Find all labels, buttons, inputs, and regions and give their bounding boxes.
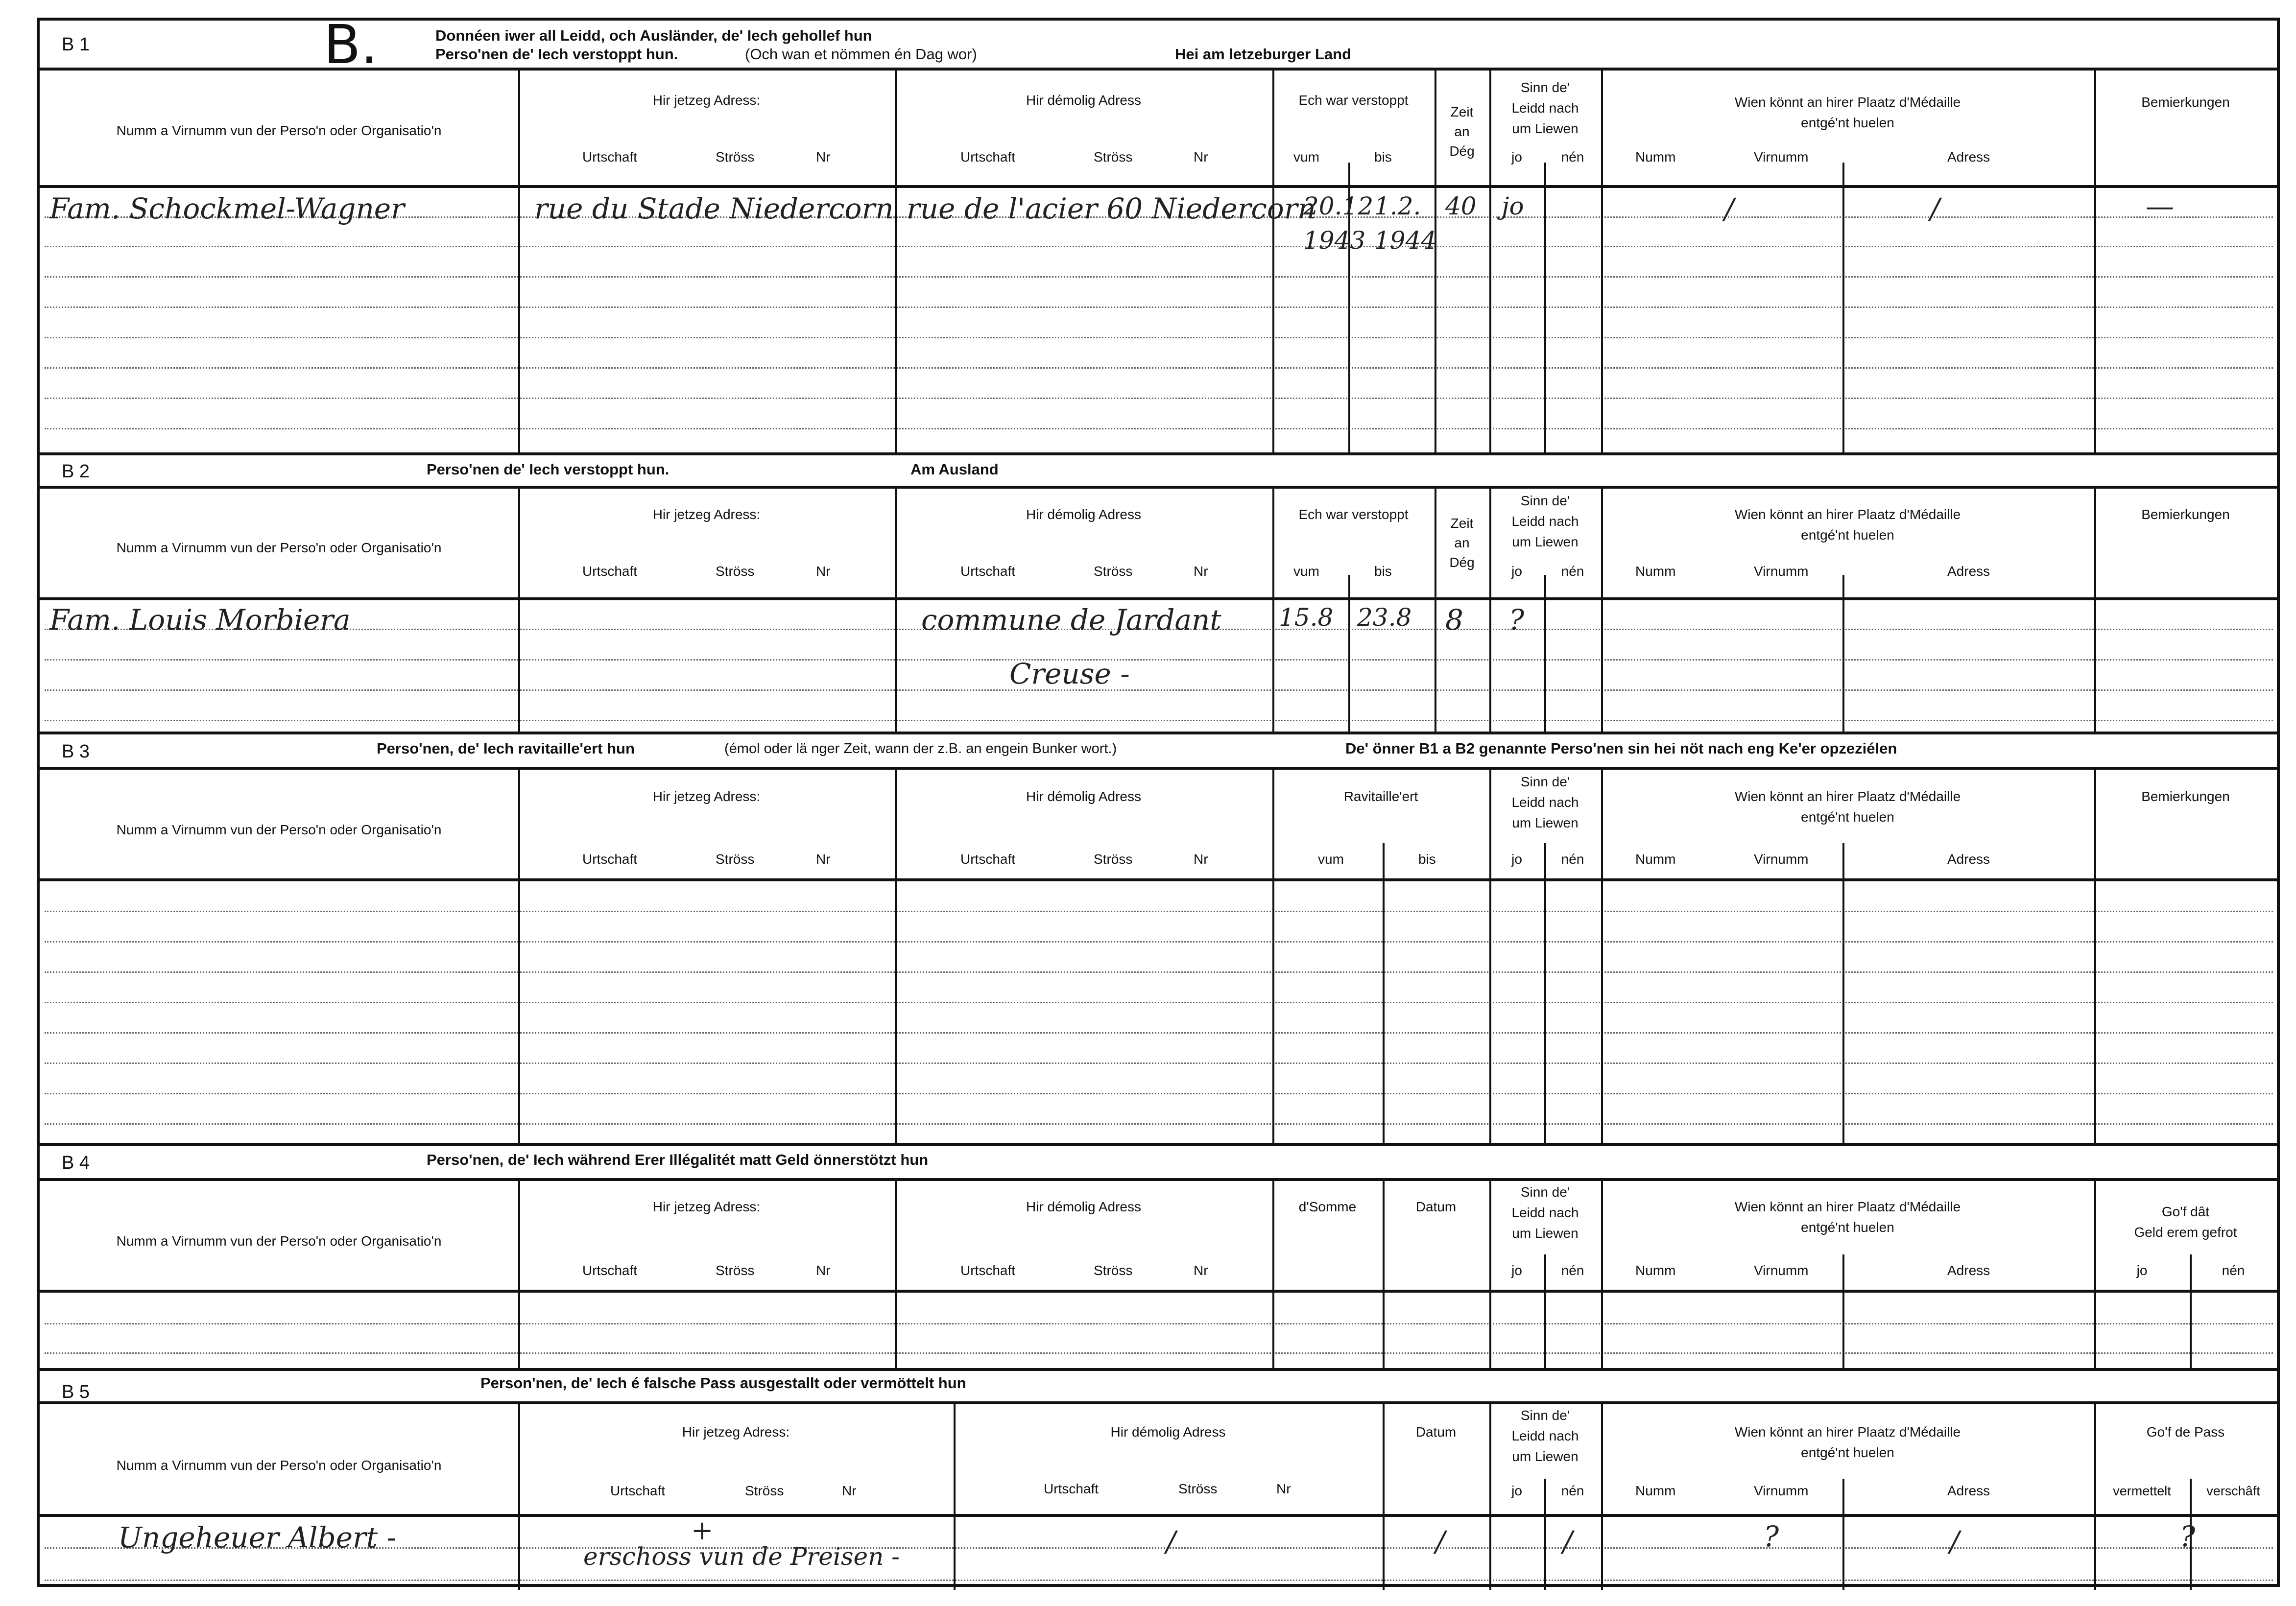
b1-col (1544, 163, 1546, 452)
b4-title-rule (40, 1143, 2277, 1146)
b4-alive-header1: Sinn de' (1520, 1184, 1570, 1200)
b3-col (1842, 843, 1844, 1143)
b3-colhead-rule (40, 878, 2277, 881)
b2-alive-header1: Sinn de' (1520, 493, 1570, 508)
b4-paid-yes-header: jo (2136, 1263, 2148, 1278)
b3-code: B 3 (62, 741, 90, 762)
b3-medal-header1: Wien könnt an hirer Plaatz d'Médaille (1734, 789, 1961, 804)
b2-former-street-header: Ströss (1094, 564, 1133, 579)
b1-title-line1: Donnéen iwer all Leidd, och Ausländer, de' Iech gehollef hun (435, 27, 872, 44)
b1-yes-header: jo (1511, 149, 1522, 165)
b1-entry-former-address: rue de l'acier 60 Niedercorn (907, 192, 1316, 225)
b2-title: Perso'nen de' Iech verstoppt hun. (427, 461, 670, 478)
b3-line (45, 1123, 2273, 1125)
b2-entry-from: 15.8 (1279, 603, 1334, 632)
b5-alive-header3: um Liewen (1512, 1449, 1578, 1464)
b5-medal-name-header: Numm (1635, 1483, 1676, 1498)
b3-col (1383, 843, 1385, 1143)
b5-code: B 5 (62, 1382, 90, 1402)
b5-line (45, 1580, 2273, 1581)
b2-col (1544, 575, 1546, 732)
b1-hidden-header: Ech war verstoppt (1298, 93, 1409, 108)
b1-title-line2: Perso'nen de' Iech verstoppt hun. (435, 46, 678, 63)
b5-title-rule (40, 1368, 2277, 1371)
b5-medal-header1: Wien könnt an hirer Plaatz d'Médaille (1734, 1424, 1961, 1440)
b2-from-header: vum (1293, 564, 1319, 579)
b5-colhead-rule (40, 1514, 2277, 1517)
b3-line (45, 941, 2273, 943)
b2-alive-header2: Leidd nach (1511, 514, 1579, 529)
b1-current-address-header: Hir jetzeg Adress: (652, 93, 761, 108)
b4-name-header: Numm a Virnumm vun der Perso'n oder Organisatio'n (116, 1233, 442, 1249)
b1-title-location: Hei am letzeburger Land (1175, 46, 1352, 63)
b5-current-address-header: Hir jetzeg Adress: (682, 1424, 790, 1440)
b1-entry-alive-yes: jo (1502, 192, 1524, 220)
b1-alive-header1: Sinn de' (1520, 80, 1570, 95)
b2-medal-header2: entgé'nt huelen (1801, 527, 1894, 543)
b3-medal-address-header: Adress (1947, 851, 1990, 867)
b1-medal-address-header: Adress (1947, 149, 1990, 165)
b2-colhead-rule (40, 597, 2277, 600)
b2-medal-name-header: Numm (1635, 564, 1676, 579)
b5-col (1842, 1479, 1844, 1590)
b3-line (45, 1002, 2273, 1003)
b5-entry-current: erschoss vun de Preisen - (583, 1542, 900, 1571)
b4-former-address-header: Hir démolig Adress (1026, 1199, 1141, 1214)
b5-header-rule (40, 1401, 2277, 1404)
b3-col (2094, 767, 2096, 1143)
b1-time-header2: an (1454, 124, 1470, 139)
b4-sum-header: d'Somme (1298, 1199, 1357, 1214)
b4-number-header: Nr (816, 1263, 831, 1278)
b1-medal-name-header: Numm (1635, 149, 1676, 165)
b5-former-number-header: Nr (1276, 1481, 1291, 1496)
b5-medal-address-header: Adress (1947, 1483, 1990, 1498)
b2-medal-first-header: Virnumm (1754, 564, 1809, 579)
b1-entry-medal-address: / (1930, 192, 1940, 225)
b5-number-header: Nr (842, 1483, 857, 1498)
b4-alive-header3: um Liewen (1512, 1226, 1578, 1241)
b5-no-header: nén (1561, 1483, 1584, 1498)
b1-entry-name: Fam. Schockmel-Wagner (49, 192, 405, 225)
b3-line (45, 1093, 2273, 1094)
b3-alive-header1: Sinn de' (1520, 774, 1570, 789)
b4-line (45, 1323, 2273, 1324)
b5-street-header: Ströss (745, 1483, 784, 1498)
b5-pass-made-header: verschâft (2206, 1484, 2260, 1498)
b1-former-locality-header: Urtschaft (960, 149, 1016, 165)
b5-alive-header2: Leidd nach (1511, 1428, 1579, 1443)
b5-locality-header: Urtschaft (610, 1483, 666, 1498)
b4-paid-header1: Go'f dât (2161, 1204, 2210, 1219)
b1-entry-current-address: rue du Stade Niedercorn (534, 192, 894, 225)
b4-header-rule (40, 1178, 2277, 1181)
b2-entry-alive: ? (1509, 603, 1525, 637)
b3-former-locality-header: Urtschaft (960, 851, 1016, 867)
b2-street-header: Ströss (716, 564, 755, 579)
b3-name-header: Numm a Virnumm vun der Perso'n oder Organisatio'n (116, 822, 442, 837)
b2-yes-header: jo (1511, 564, 1522, 579)
b5-pass-issued-header: vermettelt (2113, 1484, 2171, 1498)
b1-entry-to-day: 1.2. (1374, 192, 1421, 220)
b2-title-rule (40, 452, 2277, 455)
b2-line (45, 659, 2273, 661)
b2-remarks-header: Bemierkungen (2141, 507, 2230, 522)
b3-col (1544, 843, 1546, 1143)
b2-code: B 2 (62, 461, 90, 482)
b1-alive-header2: Leidd nach (1511, 100, 1579, 116)
b2-line (45, 720, 2273, 721)
b2-entry-former-address: commune de Jardant (921, 603, 1221, 637)
b5-alive-header1: Sinn de' (1520, 1408, 1570, 1423)
b4-medal-header1: Wien könnt an hirer Plaatz d'Médaille (1734, 1199, 1961, 1214)
b4-paid-no-header: nén (2222, 1263, 2245, 1278)
b1-col (2094, 68, 2096, 452)
b2-entry-to: 23.8 (1357, 603, 1412, 632)
b1-time-header: Zeit (1450, 104, 1474, 119)
b1-medal-header2: entgé'nt huelen (1801, 115, 1894, 130)
b3-alive-header3: um Liewen (1512, 815, 1578, 830)
b3-col (1272, 767, 1274, 1143)
b5-former-street-header: Ströss (1178, 1481, 1218, 1496)
b3-supplied-header: Ravitaille'ert (1343, 789, 1418, 804)
b2-current-address-header: Hir jetzeg Adress: (652, 507, 761, 522)
b1-former-street-header: Ströss (1094, 149, 1133, 165)
b4-title: Perso'nen, de' Iech während Erer Illégalitét matt Geld önnerstötzt hun (427, 1151, 929, 1168)
b4-former-locality-header: Urtschaft (960, 1263, 1016, 1278)
b5-former-locality-header: Urtschaft (1044, 1481, 1099, 1496)
b1-name-header: Numm a Virnumm vun der Perso'n oder Organisatio'n (116, 123, 442, 138)
b3-line (45, 1032, 2273, 1034)
b1-medal-header1: Wien könnt an hirer Plaatz d'Médaille (1734, 94, 1961, 110)
b1-line (45, 428, 2273, 429)
b2-col (1348, 575, 1350, 732)
b1-alive-header3: um Liewen (1512, 121, 1578, 136)
b3-former-street-header: Ströss (1094, 851, 1133, 867)
b3-street-header: Ströss (716, 851, 755, 867)
b1-former-address-header: Hir démolig Adress (1026, 93, 1141, 108)
b5-medal-first-header: Virnumm (1754, 1483, 1809, 1498)
b1-line (45, 367, 2273, 369)
b3-title-note: (émol oder lä nger Zeit, wann der z.B. an engein Bunker wort.) (724, 741, 1117, 756)
b4-current-address-header: Hir jetzeg Adress: (652, 1199, 761, 1214)
b1-title-note: (Och wan et nömmen én Dag wor) (745, 46, 977, 63)
b4-medal-header2: entgé'nt huelen (1801, 1220, 1894, 1235)
b1-col (895, 68, 897, 452)
b2-time-header2: an (1454, 535, 1470, 550)
b5-former-address-header: Hir démolig Adress (1110, 1424, 1226, 1440)
b5-pass-header: Go'f de Pass (2146, 1424, 2225, 1440)
b1-entry-remarks: — (2146, 189, 2174, 223)
b1-former-number-header: Nr (1194, 149, 1208, 165)
b5-yes-header: jo (1511, 1483, 1522, 1498)
b5-medal-header2: entgé'nt huelen (1801, 1445, 1894, 1460)
b3-title-instruction: De' önner B1 a B2 genannte Perso'nen sin hei nöt nach eng Ke'er opzeziélen (1345, 740, 1897, 757)
b1-street-header: Ströss (716, 149, 755, 165)
b2-hidden-header: Ech war verstoppt (1298, 507, 1409, 522)
b1-no-header: nén (1561, 149, 1584, 165)
b2-medal-address-header: Adress (1947, 564, 1990, 579)
b3-line (45, 911, 2273, 912)
b1-entry-to-year: 1944 (1374, 226, 1437, 255)
b2-title-location: Am Ausland (910, 461, 999, 478)
b5-entry-medal-address: / (1950, 1525, 1960, 1558)
b1-medal-first-header: Virnumm (1754, 149, 1809, 165)
b1-locality-header: Urtschaft (582, 149, 638, 165)
b3-alive-header2: Leidd nach (1511, 795, 1579, 810)
b3-former-number-header: Nr (1194, 851, 1208, 867)
b5-entry-pass: ? (2180, 1520, 2196, 1553)
b2-number-header: Nr (816, 564, 831, 579)
b4-paid-header2: Geld erem gefrot (2134, 1225, 2237, 1240)
b2-former-locality-header: Urtschaft (960, 564, 1016, 579)
b3-medal-header2: entgé'nt huelen (1801, 809, 1894, 825)
b5-title: Person'nen, de' Iech é falsche Pass ausgestallt oder vermöttelt hun (480, 1374, 966, 1392)
b4-date-header: Datum (1415, 1199, 1457, 1214)
b2-name-header: Numm a Virnumm vun der Perso'n oder Organisatio'n (116, 540, 442, 555)
b1-to-header: bis (1374, 149, 1392, 165)
b2-no-header: nén (1561, 564, 1584, 579)
b3-no-header: nén (1561, 851, 1584, 867)
b5-name-header: Numm a Virnumm vun der Perso'n oder Organisatio'n (116, 1458, 442, 1473)
b4-former-street-header: Ströss (1094, 1263, 1133, 1278)
b4-colhead-rule (40, 1290, 2277, 1293)
b3-title-rule (40, 732, 2277, 734)
b3-to-header: bis (1418, 851, 1436, 867)
b3-former-address-header: Hir démolig Adress (1026, 789, 1141, 804)
b3-yes-header: jo (1511, 851, 1522, 867)
b5-date-header: Datum (1415, 1424, 1457, 1440)
b1-number-header: Nr (816, 149, 831, 165)
b2-former-number-header: Nr (1194, 564, 1208, 579)
b4-street-header: Ströss (716, 1263, 755, 1278)
b3-current-address-header: Hir jetzeg Adress: (652, 789, 761, 804)
b4-locality-header: Urtschaft (582, 1263, 638, 1278)
b3-number-header: Nr (816, 851, 831, 867)
b1-colhead-rule (40, 185, 2277, 188)
b1-entry-from-year: 1943 (1303, 226, 1366, 255)
b1-time-header3: Dég (1449, 143, 1475, 159)
b1-entry-medal-first: / (1724, 192, 1734, 225)
b3-medal-name-header: Numm (1635, 851, 1676, 867)
b2-header-rule (40, 486, 2277, 489)
b1-line (45, 276, 2273, 278)
b3-line (45, 971, 2273, 973)
b1-col (1842, 163, 1844, 452)
b1-col (518, 68, 520, 452)
resistance-questionnaire-form (37, 13, 2280, 1587)
b1-remarks-header: Bemierkungen (2141, 94, 2230, 110)
b1-entry-days: 40 (1445, 192, 1477, 220)
b4-medal-address-header: Adress (1947, 1263, 1990, 1278)
b3-from-header: vum (1318, 851, 1344, 867)
b1-line (45, 398, 2273, 399)
b2-time-header: Zeit (1450, 516, 1474, 531)
b4-yes-header: jo (1511, 1263, 1522, 1278)
b4-line (45, 1352, 2273, 1354)
b3-title: Perso'nen, de' Iech ravitaille'ert hun (377, 740, 635, 757)
b-section-letter: B. (324, 13, 378, 76)
b4-former-number-header: Nr (1194, 1263, 1208, 1278)
b3-col (895, 767, 897, 1143)
b2-entry-name: Fam. Louis Morbiera (49, 603, 351, 637)
b3-remarks-header: Bemierkungen (2141, 789, 2230, 804)
b1-entry-from-day: 20.12 (1303, 192, 1374, 220)
b4-alive-header2: Leidd nach (1511, 1205, 1579, 1220)
b2-medal-header1: Wien könnt an hirer Plaatz d'Médaille (1734, 507, 1961, 522)
b5-entry-name: Ungeheuer Albert - (118, 1521, 397, 1554)
b2-entry-former-region: Creuse - (1009, 657, 1130, 690)
b1-code: B 1 (62, 34, 90, 55)
b2-to-header: bis (1374, 564, 1392, 579)
b1-line (45, 337, 2273, 338)
b2-former-address-header: Hir démolig Adress (1026, 507, 1141, 522)
b4-medal-first-header: Virnumm (1754, 1263, 1809, 1278)
b4-col (1842, 1254, 1844, 1368)
b5-entry-former: / (1166, 1525, 1176, 1558)
b4-code: B 4 (62, 1153, 90, 1173)
b1-line (45, 307, 2273, 308)
b3-line (45, 1063, 2273, 1064)
b2-col (1842, 575, 1844, 732)
b3-medal-first-header: Virnumm (1754, 851, 1809, 867)
b2-time-header3: Dég (1449, 555, 1475, 570)
b3-col (518, 767, 520, 1143)
b3-header-rule (40, 767, 2277, 770)
b1-col (1272, 68, 1274, 452)
b1-from-header: vum (1293, 149, 1319, 165)
b4-medal-name-header: Numm (1635, 1263, 1676, 1278)
b2-alive-header3: um Liewen (1512, 534, 1578, 549)
b5-entry-cross: + (691, 1515, 714, 1546)
b1-line (45, 246, 2273, 247)
b5-entry-alive: / (1563, 1525, 1573, 1558)
b2-locality-header: Urtschaft (582, 564, 638, 579)
b2-line (45, 689, 2273, 691)
b5-entry-medal-first: ? (1764, 1520, 1779, 1553)
b3-locality-header: Urtschaft (582, 851, 638, 867)
b4-no-header: nén (1561, 1263, 1584, 1278)
b2-entry-days: 8 (1445, 603, 1463, 637)
b5-entry-date: / (1435, 1525, 1445, 1558)
